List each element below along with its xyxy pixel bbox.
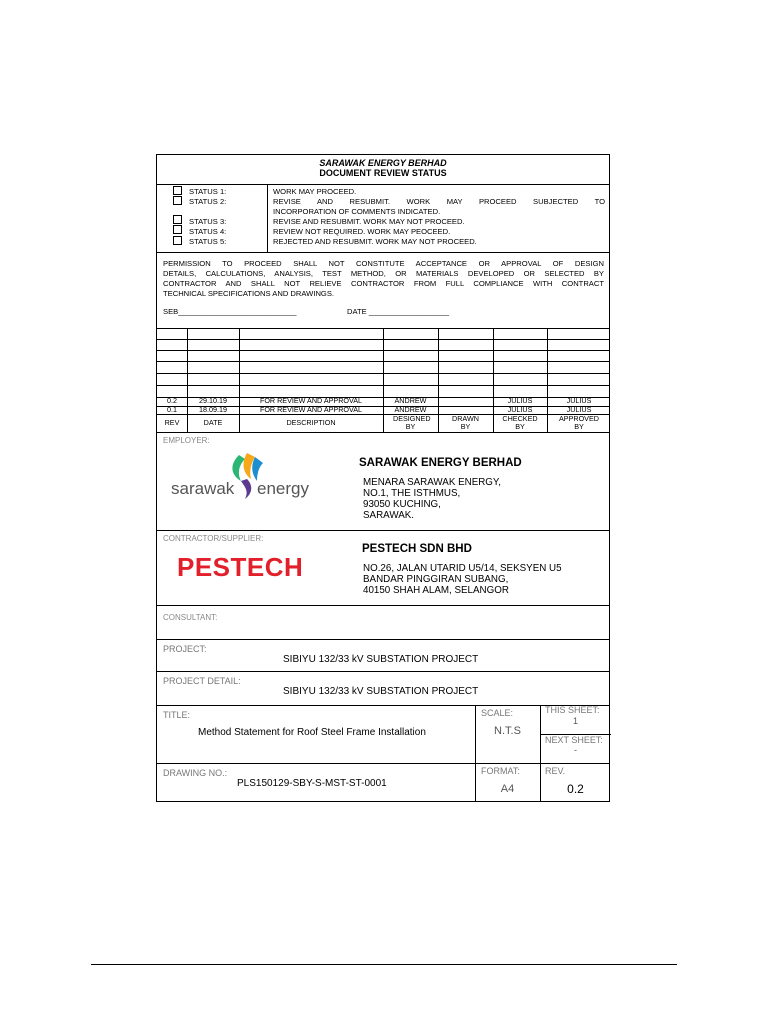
rev-cell: 0.2 <box>167 396 177 405</box>
permission-line-2: DETAILS, CALCULATIONS, ANALYSIS, TEST METHOD, OR MATERIALS DEVELOPED OR SELECTED BY <box>163 269 604 278</box>
format-label: FORMAT: <box>481 766 520 776</box>
rev-cell: 0.1 <box>167 405 177 414</box>
permission-line-3: CONTRACTOR AND SHALL NOT RELIEVE CONTRACTOR FROM FULL COMPLIANCE WITH CONTRACT <box>163 279 604 288</box>
seb-signature-line: SEB____________________________ <box>163 307 297 316</box>
employer-address-2: NO.1, THE ISTHMUS, <box>363 488 461 499</box>
project-detail-label: PROJECT DETAIL: <box>163 676 241 686</box>
description-header: DESCRIPTION <box>286 418 336 427</box>
contractor-address-3: 40150 SHAH ALAM, SELANGOR <box>363 585 509 596</box>
rev-value: 0.2 <box>567 782 584 796</box>
footer-rule <box>91 964 677 965</box>
description-cell: FOR REVIEW AND APPROVAL <box>259 405 363 414</box>
rev-label: REV. <box>545 766 566 776</box>
drawing-no-value: PLS150129-SBY-S-MST-ST-0001 <box>237 778 387 789</box>
employer-address-4: SARAWAK. <box>363 510 414 521</box>
scale-value: N.T.S <box>494 725 521 737</box>
logo-text-energy: energy <box>257 479 309 498</box>
employer-label: EMPLOYER: <box>163 436 210 445</box>
date-header: DATE <box>203 418 223 427</box>
status-3-label: STATUS 3: <box>189 217 227 226</box>
approved-by-cell: JULIUS <box>566 396 592 405</box>
approved-by-header: APPROVED BY <box>559 414 599 431</box>
logo-text-sarawak: sarawak <box>171 479 235 498</box>
employer-name: SARAWAK ENERGY BERHAD <box>359 457 522 469</box>
designed-by-header: DESIGNED BY <box>393 414 431 431</box>
status-1-label: STATUS 1: <box>189 187 227 196</box>
format-value: A4 <box>500 783 515 795</box>
contractor-address-1: NO.26, JALAN UTARID U5/14, SEKSYEN U5 <box>363 563 562 574</box>
status-1-text: WORK MAY PROCEED. <box>273 187 357 196</box>
review-company: SARAWAK ENERGY BERHAD <box>319 158 447 168</box>
project-value: SIBIYU 132/33 kV SUBSTATION PROJECT <box>283 654 479 665</box>
checked-by-cell: JULIUS <box>507 405 533 414</box>
this-sheet-label: THIS SHEET: <box>545 705 600 715</box>
permission-line-1: PERMISSION TO PROCEED SHALL NOT CONSTITUTE ACCEPTANCE OR APPROVAL OF DESIGN <box>163 259 604 268</box>
next-sheet-value: - <box>574 745 577 755</box>
status-4-checkbox[interactable] <box>173 225 182 234</box>
checked-by-cell: JULIUS <box>507 396 533 405</box>
rev-header: REV <box>164 418 180 427</box>
contractor-address-2: BANDAR PINGGIRAN SUBANG, <box>363 574 509 585</box>
title-label: TITLE: <box>163 710 191 720</box>
status-2-checkbox[interactable] <box>173 196 182 205</box>
status-5-text: REJECTED AND RESUBMIT. WORK MAY NOT PROCEED. <box>273 237 477 246</box>
title-value: Method Statement for Roof Steel Frame Installation <box>198 727 426 738</box>
consultant-label: CONSULTANT: <box>163 613 218 622</box>
sarawak-energy-logo <box>171 451 321 507</box>
employer-address-1: MENARA SARAWAK ENERGY, <box>363 477 501 488</box>
project-label: PROJECT: <box>163 644 207 654</box>
status-3-checkbox[interactable] <box>173 215 182 224</box>
date-cell: 18.09.19 <box>199 405 227 414</box>
status-1-checkbox[interactable] <box>173 186 182 195</box>
status-4-text: REVIEW NOT REQUIRED. WORK MAY PEOCEED. <box>273 227 451 236</box>
review-date-line: DATE ___________________ <box>347 307 450 316</box>
permission-line-4: TECHNICAL SPECIFICATIONS AND DRAWINGS. <box>163 289 335 298</box>
employer-address-3: 93050 KUCHING, <box>363 499 441 510</box>
status-2-label: STATUS 2: <box>189 197 227 206</box>
designed-by-cell: ANDREW <box>394 405 427 414</box>
contractor-label: CONTRACTOR/SUPPLIER: <box>163 534 264 543</box>
contractor-name: PESTECH SDN BHD <box>362 543 472 555</box>
next-sheet-label: NEXT SHEET: <box>545 735 603 745</box>
approved-by-cell: JULIUS <box>566 405 592 414</box>
review-heading: DOCUMENT REVIEW STATUS <box>319 168 447 178</box>
status-3-text: REVISE AND RESUBMIT. WORK MAY NOT PROCEED. <box>273 217 465 226</box>
status-2-text-cont: INCORPORATION OF COMMENTS INDICATED. <box>273 207 441 216</box>
date-cell: 29.10.19 <box>199 396 227 405</box>
status-4-label: STATUS 4: <box>189 227 227 236</box>
drawing-no-label: DRAWING NO.: <box>163 768 228 778</box>
scale-label: SCALE: <box>481 708 514 718</box>
drawn-by-header: DRAWN BY <box>452 414 479 431</box>
title-block-frame <box>156 154 610 802</box>
status-5-label: STATUS 5: <box>189 237 227 246</box>
this-sheet-value: 1 <box>572 716 578 726</box>
status-5-checkbox[interactable] <box>173 236 182 245</box>
pestech-logo: PESTECH <box>177 552 304 582</box>
description-cell: FOR REVIEW AND APPROVAL <box>259 396 363 405</box>
project-detail-value: SIBIYU 132/33 kV SUBSTATION PROJECT <box>283 686 479 697</box>
status-2-text: REVISE AND RESUBMIT. WORK MAY PROCEED SUBJECTED TO <box>273 197 605 206</box>
designed-by-cell: ANDREW <box>394 396 427 405</box>
checked-by-header: CHECKED BY <box>502 414 538 431</box>
